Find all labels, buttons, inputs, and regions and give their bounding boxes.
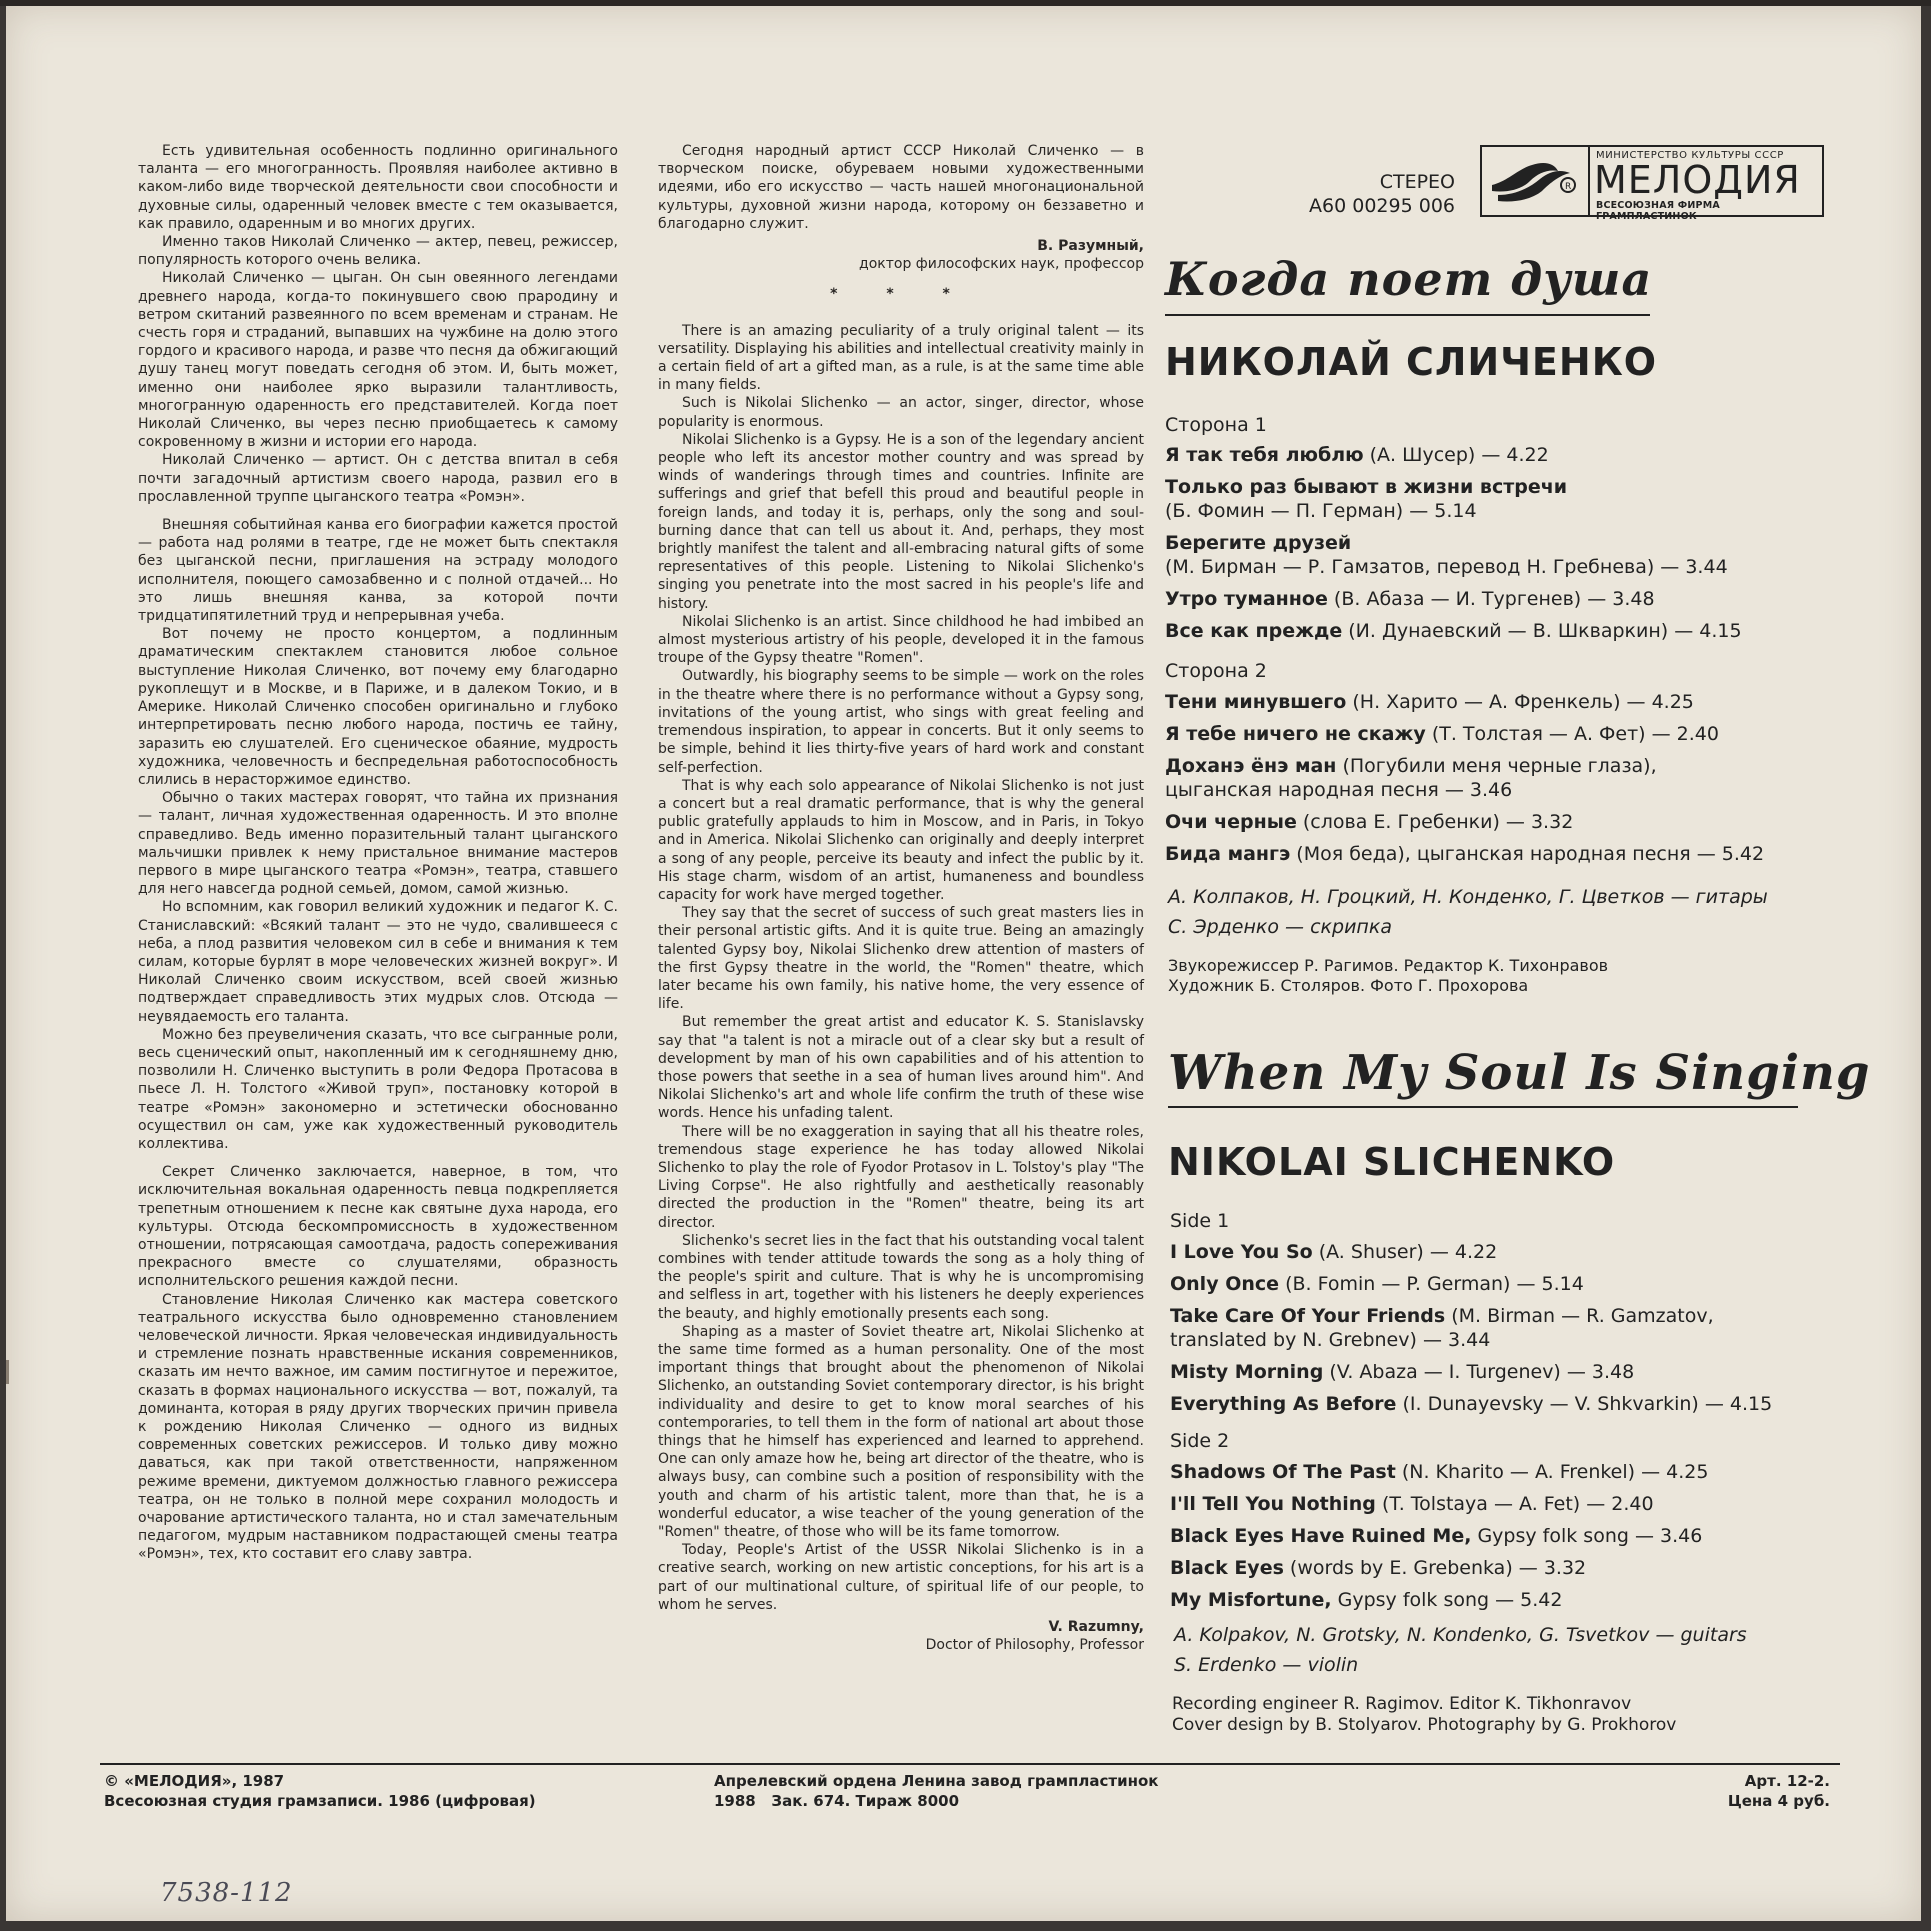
essay-ru-paragraph: Именно таков Николай Сличенко — актер, певец, режиссер, популярность которого очень велика. [138,234,618,269]
footer-art: Арт. 12-2. [1744,1772,1830,1790]
track-item [1170,1460,1890,1484]
track-item [1170,1272,1890,1296]
track-item [1170,1392,1890,1416]
track-title: I Love You So [1170,1241,1313,1263]
essay-ru-paragraph: Николай Сличенко — артист. Он с детства впитал в себя почти загадочный артистизм своего народа, развил его в прославленной труппе цыганского театра «Ромэн». [138,452,618,505]
credits-ru [1168,956,1848,996]
footer-rule [100,1763,1840,1765]
track-title: Take Care Of Your Friends [1170,1305,1446,1327]
essay-ru-paragraph: Но вспомним, как говорил великий художник и педагог К. С. Станиславский: «Всякий талант — это не чудо, свалившееся с неба, а плод развития человеком сил в себе и внимания к тем силам, которые бурлят в море человеческих жизней вокруг». И Николай Сличенко своим искусством, всей своей жизнью подтверждает справедливость этих мудрых слов. Отсюда — неувядаемость его таланта. [138,899,618,1025]
logo-brand-text: МЕЛОДИЯ [1594,158,1801,202]
artist-name-en: NIKOLAI SLICHENKO [1168,1140,1616,1184]
credits-line: Cover design by B. Stolyarov. Photography by G. Prokhorov [1172,1715,1677,1735]
track-credits: (M. Birman — R. Gamzatov, [1445,1305,1714,1327]
track-title: Я так тебя люблю [1165,444,1364,466]
track-credits: (В. Абаза — И. Тургенев) — 3.48 [1327,588,1655,610]
section-divider-stars: * * * [830,286,972,303]
track-item [1170,1588,1890,1612]
essay-en-paragraph: Nikolai Slichenko is a Gypsy. He is a son of the legendary ancient people who left its ancestor mother country and was spread by winds of wanderings through times and countries. Infinite are sufferings and grief that befell this proud and beautiful people in foreign lands, and today it is, perhaps, only the song and soul-burning dance that can tell us about it. And, perhaps, they most brightly manifest the talent and all-embracing natural gifts of some representatives of this people. Listening to Nikolai Slichenko's singing you penetrate into the most sacred in his people's life and history. [658,431,1144,612]
track-item [1170,1304,1890,1352]
track-item [1165,722,1885,746]
track-item [1170,1360,1890,1384]
svg-text:R: R [1565,182,1572,192]
essay-en-paragraph: Today, People's Artist of the USSR Nikolai Slichenko is in a creative search, working on new artistic conceptions, for his art is a part of our multinational culture, of spiritual life of our people, to whom he serves. [658,1542,1144,1613]
credits-line: Художник Б. Столяров. Фото Г. Прохорова [1168,976,1529,995]
track-credits: (И. Дунаевский — В. Шкваркин) — 4.15 [1342,620,1742,642]
track-title: Я тебе ничего не скажу [1165,723,1426,745]
essay-en-paragraph: That is why each solo appearance of Nikolai Slichenko is not just a concert but a real dramatic performance, that is why the general public gratefully applauds to him in Moscow, and in Paris, in Tokyo and in America. Nikolai Slichenko can originally and deeply interpret a song of any people, perceive its beauty and infect the public by it. His stage charm, wisdom of an artist, humaneness and boundless capacity for work have merged together. [658,777,1144,903]
catalog-number: А60 00295 006 [1309,195,1455,217]
track-item [1170,1492,1890,1516]
track-item [1170,1524,1890,1548]
essay-mid-column [658,142,1144,1654]
performers-violin: С. Эрденко — скрипка [1168,916,1392,938]
track-title: I'll Tell You Nothing [1170,1493,1376,1515]
performers-guitars: A. Kolpakov, N. Grotsky, N. Kondenko, G. Tsvetkov — guitars [1174,1624,1747,1646]
track-credits: (А. Шусер) — 4.22 [1363,444,1549,466]
melodiya-logo [1480,145,1824,222]
essay-ru-final-paragraph: Сегодня народный артист СССР Николай Сличенко — в творческом поиске, обуреваем новыми художественными идеями, ибо его искусство — часть нашей многонациональной культуры, духовной жизни народа, которому он беззаветно и благодарно служит. [658,143,1144,232]
side-2-label-en: Side 2 [1170,1430,1230,1452]
footer-order: 1988 Зак. 674. Тираж 8000 [714,1792,960,1810]
track-credits: (Погубили меня черные глаза), [1336,755,1657,777]
essay-ru-paragraph: Секрет Сличенко заключается, наверное, в том, что исключительная вокальная одаренность певца подкрепляется трепетным отношением к песне как святыне духа народа, его культуры. Отсюда бескомпромиссность в художественном отношении, потрясающая самоотдача, радость сопереживания прекрасного вместе со слушателями, образность исполнительского решения каждой песни. [138,1164,618,1290]
signature-en-title: Doctor of Philosophy, Professor [925,1637,1144,1654]
essay-en-paragraph: Outwardly, his biography seems to be simple — work on the roles in the theatre where there is no performance without a Gypsy song, invitations of the young artist, who sings with great feeling and tremendous inspiration, to appear in concerts. But it only seems to be simple, behind it lies thirty-five years of hard work and constant self-perfection. [658,668,1144,776]
album-title-en: When My Soul Is Singing [1168,1045,1871,1101]
performers-ru [1168,882,1848,942]
essay-ru-paragraph: Внешняя событийная канва его биографии кажется простой — работа над ролями в театре, где не может быть спектакля без цыганской песни, приглашения на эстраду молодого исполнителя, поющего самозабвенно и с полной отдачей... Но это лишь внешняя канва, за которой почти тридцатипятилетний труд и непрерывная учеба. [138,517,618,625]
logo-ministry-text: МИНИСТЕРСТВО КУЛЬТУРЫ СССР [1596,150,1784,161]
track-credits: (N. Kharito — A. Frenkel) — 4.25 [1395,1461,1709,1483]
performers-guitars: А. Колпаков, Н. Гроцкий, Н. Конденко, Г. Цветков — гитары [1168,886,1768,908]
footer-center [714,1771,1158,1811]
signature-en-name: V. Razumny, [1048,1619,1144,1636]
track-title: Black Eyes [1170,1557,1284,1579]
track-title: Утро туманное [1165,588,1328,610]
track-credits: (Моя беда), цыганская народная песня — 5.42 [1290,843,1765,865]
track-title: Все как прежде [1165,620,1343,642]
track-item [1165,754,1885,802]
side-2-label-ru: Сторона 2 [1165,660,1267,682]
track-credits: (words by E. Grebenka) — 3.32 [1283,1557,1587,1579]
track-item [1165,810,1885,834]
track-credits: Gypsy folk song — 3.46 [1471,1525,1703,1547]
track-item [1165,475,1885,523]
essay-en-paragraph: Slichenko's secret lies in the fact that his outstanding vocal talent combines with tender attitude towards the song as a holy thing of the people's spirit and culture. That is why he is uncompromising and selfless in art, together with his listeners he deeply experiences the beauty, and highly emotionally presents each song. [658,1232,1144,1322]
footer-left [104,1771,536,1811]
track-title: Берегите друзей [1165,532,1352,554]
track-title: Только раз бывают в жизни встречи [1165,476,1568,498]
track-item [1165,587,1885,611]
performers-violin: S. Erdenko — violin [1174,1654,1359,1676]
essay-en-paragraph: There is an amazing peculiarity of a truly original talent — its versatility. Displaying his abilities and intellectual creativity mainly in a certain field of art a gifted man, as a rule, is at the same time able in many fields. [658,322,1144,394]
tracklist-side1-en [1170,1240,1890,1424]
melodiya-emblem-icon [1488,151,1584,211]
track-credits: (М. Бирман — Р. Гамзатов, перевод Н. Гребнева) — 3.44 [1165,556,1728,578]
side-1-label-ru: Сторона 1 [1165,414,1267,436]
essay-en-paragraph: Shaping as a master of Soviet theatre art, Nikolai Slichenko at the same time formed as a human personality. One of the most important things that brought about the phenomenon of Nikolai Slichenko, an outstanding Soviet contemporary director, is his bright individuality and desire to get to know moral searches of his contemporaries, to tell them in the form of national art about those things that he himself has experienced and learned to apprehend. One can only amaze how he, being art director of the theatre, who is always busy, can combine such a position of responsibility with the youth and charm of his artistic talent, more than that, he is a wonderful educator, a wise teacher of the young generation of the "Romen" theatre, of those who will be its fame tomorrow. [658,1323,1144,1541]
track-title: Тени минувшего [1165,691,1347,713]
footer-plant: Апрелевский ордена Ленина завод грампластинок [714,1772,1159,1790]
track-title: Misty Morning [1170,1361,1324,1383]
title-underline-ru [1165,314,1650,316]
essay-ru-paragraph: Вот почему не просто концертом, а подлинным драматическим спектаклем становится любое сольное выступление Николая Сличенко, вот почему ему благодарно рукоплещут и в Москве, и в Париже, и в далеком Токио, и в Америке. Николай Сличенко способен оригинально и глубоко интерпретировать песню любого народа, постичь ее тайну, заразить ею слушателей. Его сценическое обаяние, мудрость художника, человечность и беспредельная работоспособность слились в нерасторжимое единство. [138,626,618,788]
track-credits: Gypsy folk song — 5.42 [1331,1589,1563,1611]
track-credits: (I. Dunayevsky — V. Shkvarkin) — 4.15 [1396,1393,1773,1415]
credits-en [1172,1694,1852,1736]
performers-en [1174,1620,1854,1680]
essay-ru-paragraph: Становление Николая Сличенко как мастера советского театрального искусства было одновременно становлением человеческой личности. Яркая человеческая индивидуальность и стремление познать нравственные искания современников, сказать им нечто важное, им самим постигнутое и пережитое, сказать в формах национального искусства — вот, пожалуй, та доминанта, которая в ряду других творческих причин привела к рождению Николая Сличенко — одного из видных современных советских режиссеров. И только диву можно даваться, как при такой ответственности, напряженном режиме времени, диктуемом должностью главного режиссера театра, он не только в полной мере сохранил молодость и очарование артистического таланта, но и стал замечательным педагогом, мудрым наставником подрастающей смены театра «Ромэн», тех, кто составит его славу завтра. [138,1291,618,1563]
logo-separator [1588,147,1590,215]
track-title: Black Eyes Have Ruined Me, [1170,1525,1472,1547]
credits-line: Звукорежиссер Р. Рагимов. Редактор К. Тихонравов [1168,956,1609,975]
track-item [1165,531,1885,579]
signature-ru-title: доктор философских наук, профессор [859,256,1144,273]
track-title: Бида мангэ [1165,843,1291,865]
artist-name-ru: НИКОЛАЙ СЛИЧЕНКО [1165,340,1658,384]
track-credits: (B. Fomin — P. German) — 5.14 [1279,1273,1584,1295]
footer-studio: Всесоюзная студия грамзаписи. 1986 (цифровая) [104,1792,536,1810]
footer-price: Цена 4 руб. [1727,1792,1830,1810]
title-underline-en [1168,1106,1798,1108]
footer-copyright: © «МЕЛОДИЯ», 1987 [104,1772,285,1790]
track-credits: (Н. Харито — А. Френкель) — 4.25 [1346,691,1694,713]
side-1-label-en: Side 1 [1170,1210,1230,1232]
footer-right [1660,1771,1830,1811]
essay-en-paragraph: There will be no exaggeration in saying that all his theatre roles, tremendous stage experience he has today allowed Nikolai Slichenko to play the role of Fyodor Protasov in L. Tolstoy's play "The Living Corpse". He also rightfully and aesthetically reasonably directed the production in the "Romen" theatre, being its art director. [658,1123,1144,1231]
essay-ru-paragraph: Обычно о таких мастерах говорят, что тайна их признания — талант, личная художественная одаренность. И это вполне справедливо. Ведь именно поразительный талант цыганского мальчишки привлек к нему пристальное внимание мастеров первого в мире цыганского театра «Ромэн», театра, ставшего для него навсегда родной семьей, домом, самой жизнью. [138,790,618,898]
track-item [1165,443,1885,467]
track-credits: (слова Е. Гребенки) — 3.32 [1296,811,1574,833]
essay-en-paragraph: They say that the secret of success of such great masters lies in their personal artistic gifts. And it is quite true. Being an amazingly talented Gypsy boy, Nikolai Slichenko drew attention of masters of the first Gypsy theatre in the world, the "Romen" theatre, which later became his own family, his native home, the very essence of life. [658,905,1144,1013]
track-title: Only Once [1170,1273,1280,1295]
track-item [1170,1556,1890,1580]
tracklist-side1-ru [1165,443,1885,651]
track-credits: (A. Shuser) — 4.22 [1312,1241,1498,1263]
stereo-label: СТЕРЕО [1379,171,1455,193]
track-item [1165,842,1885,866]
signature-ru-name: В. Разумный, [1037,238,1144,255]
track-credits: (V. Abaza — I. Turgenev) — 3.48 [1323,1361,1635,1383]
essay-ru-paragraph: Николай Сличенко — цыган. Он сын овеянного легендами древнего народа, когда-то покинувшего свою прародину и ветром скитаний развеянного по всем временам и странам. Не счесть горя и страданий, выпавших на чужбине на долю этого гордого и красивого народа, и разве что песня да обжигающий душу танец могут поведать сегодня об этом. И, быть может, именно они наиболее ярко выразили талантливость, многогранную одаренность его представителей. Когда поет Николай Сличенко, вы через песню приобщаетесь к самому сокровенному в жизни и истории его народа. [138,270,618,451]
tracklist-side2-ru [1165,690,1885,874]
track-credits: (Т. Толстая — А. Фет) — 2.40 [1425,723,1719,745]
track-credits: (T. Tolstaya — A. Fet) — 2.40 [1375,1493,1654,1515]
track-item [1170,1240,1890,1264]
track-credits: цыганская народная песня — 3.46 [1165,779,1513,801]
essay-en-paragraph: Such is Nikolai Slichenko — an actor, singer, director, whose popularity is enormous. [658,395,1144,430]
tracklist-side2-en [1170,1460,1890,1620]
essay-ru-paragraph: Есть удивительная особенность подлинно оригинального таланта — его многогранность. Проявляя наиболее активно в каком-либо виде творческой деятельности свои способности и духовные силы, одаренный человек вместе с тем оказывается, как правило, одаренным и во многих других. [138,143,618,232]
catalog-info [1305,170,1455,218]
track-title: Очи черные [1165,811,1297,833]
track-item [1165,619,1885,643]
track-title: My Misfortune, [1170,1589,1332,1611]
track-item [1165,690,1885,714]
track-credits: (Б. Фомин — П. Герман) — 5.14 [1165,500,1477,522]
album-title-ru: Когда поет душа [1165,252,1653,306]
sleeve-crease-mark [6,1360,9,1384]
track-credits: translated by N. Grebnev) — 3.44 [1170,1329,1491,1351]
handwritten-inventory-number: 7538-112 [160,1878,293,1908]
track-title: Shadows Of The Past [1170,1461,1396,1483]
essay-ru-paragraph: Можно без преувеличения сказать, что все сыгранные роли, весь сценический опыт, накопленный им к сегодняшнему дню, позволили Н. Сличенко выступить в роли Федора Протасова в пьесе Л. Н. Толстого «Живой труп», постановку которой в театре «Ромэн» закономерно и эстетически обоснованно осуществил он сам, уже как художественный руководитель коллектива. [138,1026,618,1152]
logo-firm-text: ВСЕСОЮЗНАЯ ФИРМА ГРАМПЛАСТИНОК [1596,200,1720,222]
essay-en-paragraph: But remember the great artist and educator K. S. Stanislavsky say that "a talent is not a miracle out of a clear sky but a result of development by man of his own capabilities and of his attention to those powers that seethe in a sea of human lives around him". And Nikolai Slichenko's art and whole life confirm the truth of these wise words. Hence his unfading talent. [658,1014,1144,1122]
track-title: Everything As Before [1170,1393,1397,1415]
essay-ru-column [138,142,618,1564]
essay-en-paragraph: Nikolai Slichenko is an artist. Since childhood he had imbibed an almost mysterious artistry of his people, developed it in the famous troupe of the Gypsy theatre "Romen". [658,613,1144,667]
credits-line: Recording engineer R. Ragimov. Editor K. Tikhonravov [1172,1694,1632,1714]
track-title: Доханэ ёнэ ман [1165,755,1337,777]
